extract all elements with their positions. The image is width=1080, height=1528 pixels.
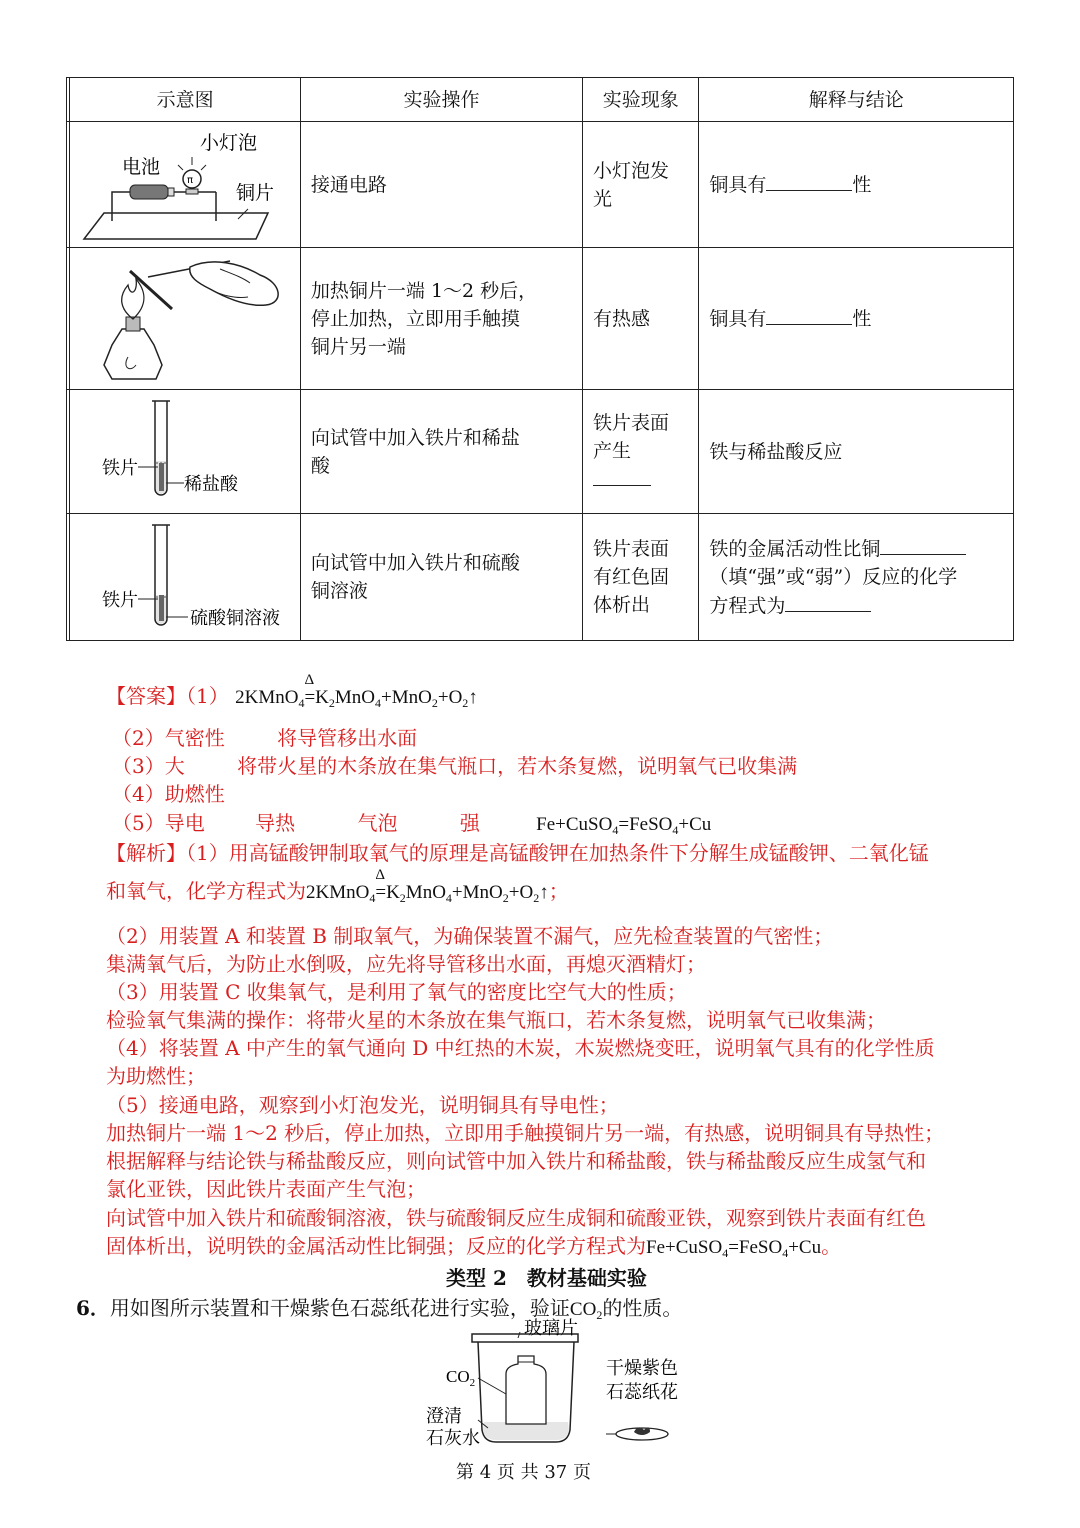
phenomenon-cell — [583, 390, 699, 514]
operation-cell — [300, 390, 582, 514]
phenomenon-text: 铁片表面 — [593, 412, 670, 434]
test-tube-hcl-figure — [70, 391, 296, 513]
operation-cell — [300, 122, 582, 248]
co2-apparatus-figure — [420, 1318, 700, 1452]
answer-item: （4）助燃性 — [112, 782, 225, 806]
conclusion-cell — [699, 122, 1014, 248]
analysis-line: （4）将装置 A 中产生的氧气通向 D 中红热的木炭，木炭燃烧变旺，说明氧气具有的化学性质 — [106, 1036, 935, 1060]
conclusion-text: 铜具有 — [709, 308, 767, 330]
answer-blank[interactable] — [880, 534, 966, 555]
answer-item: （5）导电 — [112, 811, 205, 835]
analysis-line: 氯化亚铁，因此铁片表面产生气泡； — [106, 1177, 426, 1201]
analysis-line: 加热铜片一端 1～2 秒后，停止加热，立即用手触摸铜片另一端，有热感，说明铜具有导热性； — [106, 1121, 945, 1145]
question-number: 6． — [76, 1296, 110, 1320]
analysis-line: （2）用装置 A 和装置 B 制取氧气，为确保装置不漏气，应先检查装置的气密性； — [106, 924, 834, 948]
cuso4-figure-cell — [70, 514, 301, 641]
hcl-figure-cell — [70, 390, 301, 514]
answer-line-4 — [112, 780, 225, 808]
conclusion-text: 性 — [852, 174, 872, 196]
operation-cell — [300, 514, 582, 641]
operation-text: 接通电路 — [310, 173, 387, 196]
figure-label-iron: 铁片 — [102, 457, 139, 479]
analysis-line: 和氧气，化学方程式为2KMnO$_4$ Δ $=K_2MnO_4+MnO_2+O_2↑$； — [106, 867, 569, 905]
phenomenon-cell — [583, 514, 699, 641]
answer-item: 将带火星的木条放在集气瓶口，若木条复燃，说明氧气已收集满 — [237, 754, 798, 778]
answer-item: （3）大 — [112, 754, 185, 778]
operation-text: 加热铜片一端 1～2 秒后， — [310, 279, 538, 302]
answer-item: 气泡 — [357, 811, 398, 835]
answer-label: 【答案】 — [106, 684, 186, 708]
answer-blank[interactable] — [593, 465, 651, 486]
figure-label-hcl: 稀盐酸 — [184, 473, 239, 495]
analysis-line: 固体析出，说明铁的金属活动性比铜强；反应的化学方程式为Fe+CuSO$_4$=FeSO$_4$+Cu。 — [106, 1234, 842, 1260]
table-row — [67, 122, 1014, 248]
figure-label-iron: 铁片 — [102, 590, 139, 611]
figure-label-copper: 铜片 — [236, 181, 275, 204]
limewater-label: 澄清 — [426, 1406, 462, 1427]
displacement-equation: Fe+CuSO$_4$=FeSO$_4$+Cu — [536, 814, 712, 837]
phenomenon-text: 铁片表面 — [593, 538, 670, 560]
test-tube-cuso4-figure — [70, 515, 296, 639]
heating-copper-figure — [70, 249, 296, 389]
conclusion-text: 铁的金属活动性比铜 — [709, 538, 881, 560]
phenomenon-text: 有热感 — [593, 307, 651, 330]
answer-item: （2）气密性 — [112, 726, 225, 750]
analysis-line: （5）接通电路，观察到小灯泡发光，说明铜具有导电性； — [106, 1093, 619, 1117]
table-row — [67, 390, 1014, 514]
analysis-line: （3）用装置 C 收集氧气，是利用了氧气的密度比空气大的性质； — [106, 980, 687, 1004]
answer-blank[interactable] — [766, 304, 852, 325]
displacement-equation: Fe+CuSO$_4$=FeSO$_4$+Cu — [646, 1237, 822, 1260]
operation-text: 酸 — [310, 454, 330, 477]
analysis-line: 【解析】（1）用高锰酸钾制取氧气的原理是高锰酸钾在加热条件下分解生成锰酸钾、二氧化锰 — [106, 841, 929, 865]
glass-plate-label: 玻璃片 — [524, 1318, 578, 1339]
litmus-flower-label: 干燥紫色 — [606, 1358, 678, 1379]
conclusion-cell — [699, 248, 1014, 390]
co2-label: $CO_2$ — [446, 1367, 476, 1389]
answer-blank[interactable] — [785, 591, 871, 612]
conclusion-text: 性 — [852, 308, 872, 330]
table-header-row — [67, 78, 1014, 122]
circuit-figure-cell — [70, 122, 301, 248]
figure-label-battery: 电池 — [122, 155, 161, 178]
operation-text: 停止加热，立即用手触摸 — [310, 307, 520, 330]
operation-text: 向试管中加入铁片和硫酸 — [310, 552, 520, 574]
phenomenon-text: 小灯泡发 — [593, 159, 670, 182]
answer-blank[interactable] — [766, 170, 852, 191]
answer-line-1 — [106, 672, 478, 717]
svg-text:π: π — [187, 174, 194, 186]
operation-cell — [300, 248, 582, 390]
operation-text: 铜片另一端 — [310, 335, 406, 358]
phenomenon-text: 光 — [593, 187, 613, 210]
conclusion-text: 铁与稀盐酸反应 — [709, 440, 843, 463]
phenomenon-text: 体析出 — [593, 594, 651, 616]
operation-text: 铜溶液 — [310, 580, 368, 602]
conclusion-text: 铜具有 — [709, 174, 767, 196]
circuit-figure — [70, 123, 296, 247]
analysis-line: 检验氧气集满的操作：将带火星的木条放在集气瓶口，若木条复燃，说明氧气已收集满； — [106, 1008, 886, 1032]
conclusion-cell — [699, 390, 1014, 514]
question-6: 6．用如图所示装置和干燥紫色石蕊纸花进行实验，验证$CO_2$的性质。 — [76, 1296, 683, 1322]
experiment-table — [66, 77, 1014, 641]
litmus-flower-label: 石蕊纸花 — [606, 1382, 678, 1403]
table-header: 解释与结论 — [699, 78, 1014, 122]
page-footer: 第 4 页 共 37 页 — [456, 1462, 591, 1483]
phenomenon-text: 有红色固 — [593, 566, 670, 588]
analysis-line: 集满氧气后，为防止水倒吸，应先将导管移出水面，再熄灭酒精灯； — [106, 952, 706, 976]
analysis-label: 【解析】 — [106, 841, 186, 865]
answer-item: 将导管移出水面 — [277, 726, 418, 750]
table-header: 实验操作 — [300, 78, 582, 122]
conclusion-cell — [699, 514, 1014, 641]
figure-label-cuso4: 硫酸铜溶液 — [190, 608, 281, 629]
analysis-line: 根据解释与结论铁与稀盐酸反应，则向试管中加入铁片和稀盐酸，铁与稀盐酸反应生成氢气和 — [106, 1149, 926, 1173]
table-row — [67, 248, 1014, 390]
answer-line-2 — [112, 724, 417, 752]
conclusion-text: 方程式为 — [709, 595, 786, 617]
heating-figure-cell — [70, 248, 301, 390]
analysis-line: 为助燃性； — [106, 1064, 206, 1088]
answer-item: 导热 — [255, 811, 296, 835]
analysis-line: 向试管中加入铁片和硫酸铜溶液，铁与硫酸铜反应生成铜和硫酸亚铁，观察到铁片表面有红色 — [106, 1206, 926, 1230]
phenomenon-text: 产生 — [593, 440, 632, 462]
conclusion-text: （填“强”或“弱”）反应的化学 — [709, 566, 958, 588]
section-title: 类型 2 教材基础实验 — [446, 1266, 647, 1290]
limewater-label: 石灰水 — [426, 1428, 480, 1449]
table-header: 示意图 — [70, 78, 301, 122]
figure-label-bulb: 小灯泡 — [200, 131, 258, 154]
phenomenon-cell — [583, 248, 699, 390]
decomposition-equation: 2KMnO$_4$ Δ $=K_2MnO_4+MnO_2+O_2↑$ — [306, 867, 549, 905]
phenomenon-cell — [583, 122, 699, 248]
decomposition-equation: 2KMnO$_4$ Δ $=K_2MnO_4+MnO_2+O_2↑$ — [235, 672, 478, 710]
answer-item: 强 — [459, 811, 480, 835]
operation-text: 向试管中加入铁片和稀盐 — [310, 426, 520, 449]
answer-line-3 — [112, 752, 797, 780]
table-row — [67, 514, 1014, 641]
answer-item: （1） — [186, 684, 229, 708]
table-header: 实验现象 — [583, 78, 699, 122]
